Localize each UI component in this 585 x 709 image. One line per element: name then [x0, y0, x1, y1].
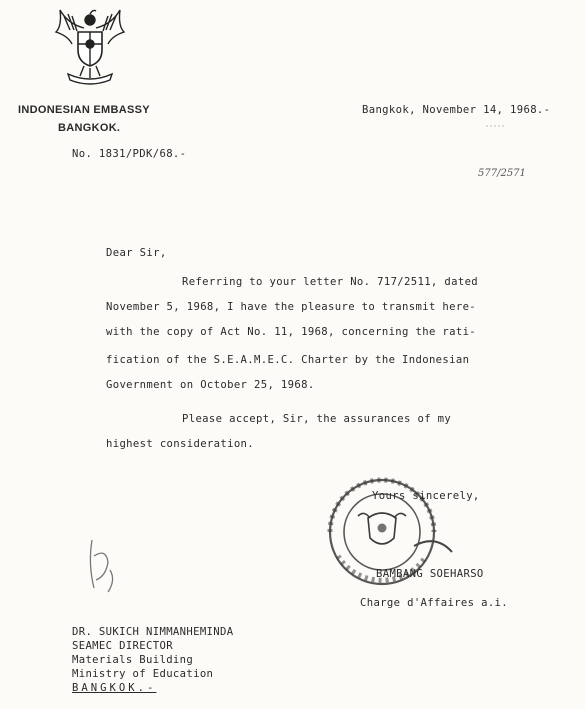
body-line: with the copy of Act No. 11, 1968, concerning the rati-	[106, 326, 477, 338]
garuda-emblem-icon	[50, 6, 130, 86]
reference-number: No. 1831/PDK/68.-	[72, 148, 187, 160]
place-date: Bangkok, November 14, 1968.-	[362, 104, 551, 116]
signer-name: BAMBANG SOEHARSO	[376, 568, 484, 580]
faint-mark	[486, 124, 506, 128]
embassy-name: INDONESIAN EMBASSY	[18, 104, 150, 116]
addressee-line: SEAMEC DIRECTOR	[72, 640, 173, 652]
body-line: Government on October 25, 1968.	[106, 379, 315, 391]
addressee-line: Materials Building	[72, 654, 194, 666]
signer-title: Charge d'Affaires a.i.	[360, 597, 509, 609]
addressee-line: BANGKOK.-	[72, 682, 157, 694]
handwritten-initials-icon	[86, 536, 122, 596]
body-line: Please accept, Sir, the assurances of my	[182, 413, 452, 425]
closing: Yours sincerely,	[372, 490, 480, 502]
body-line: Referring to your letter No. 717/2511, dated	[182, 276, 479, 288]
body-line: highest consideration.	[106, 438, 255, 450]
body-line: fication of the S.E.A.M.E.C. Charter by the Indonesian	[106, 354, 470, 366]
salutation: Dear Sir,	[106, 247, 167, 259]
body-line: November 5, 1968, I have the pleasure to transmit here-	[106, 301, 477, 313]
embassy-city: BANGKOK.	[58, 122, 121, 134]
addressee-line: DR. SUKICH NIMMANHEMINDA	[72, 626, 234, 638]
handwritten-reference: 577/2571	[478, 168, 526, 179]
addressee-line: Ministry of Education	[72, 668, 214, 680]
